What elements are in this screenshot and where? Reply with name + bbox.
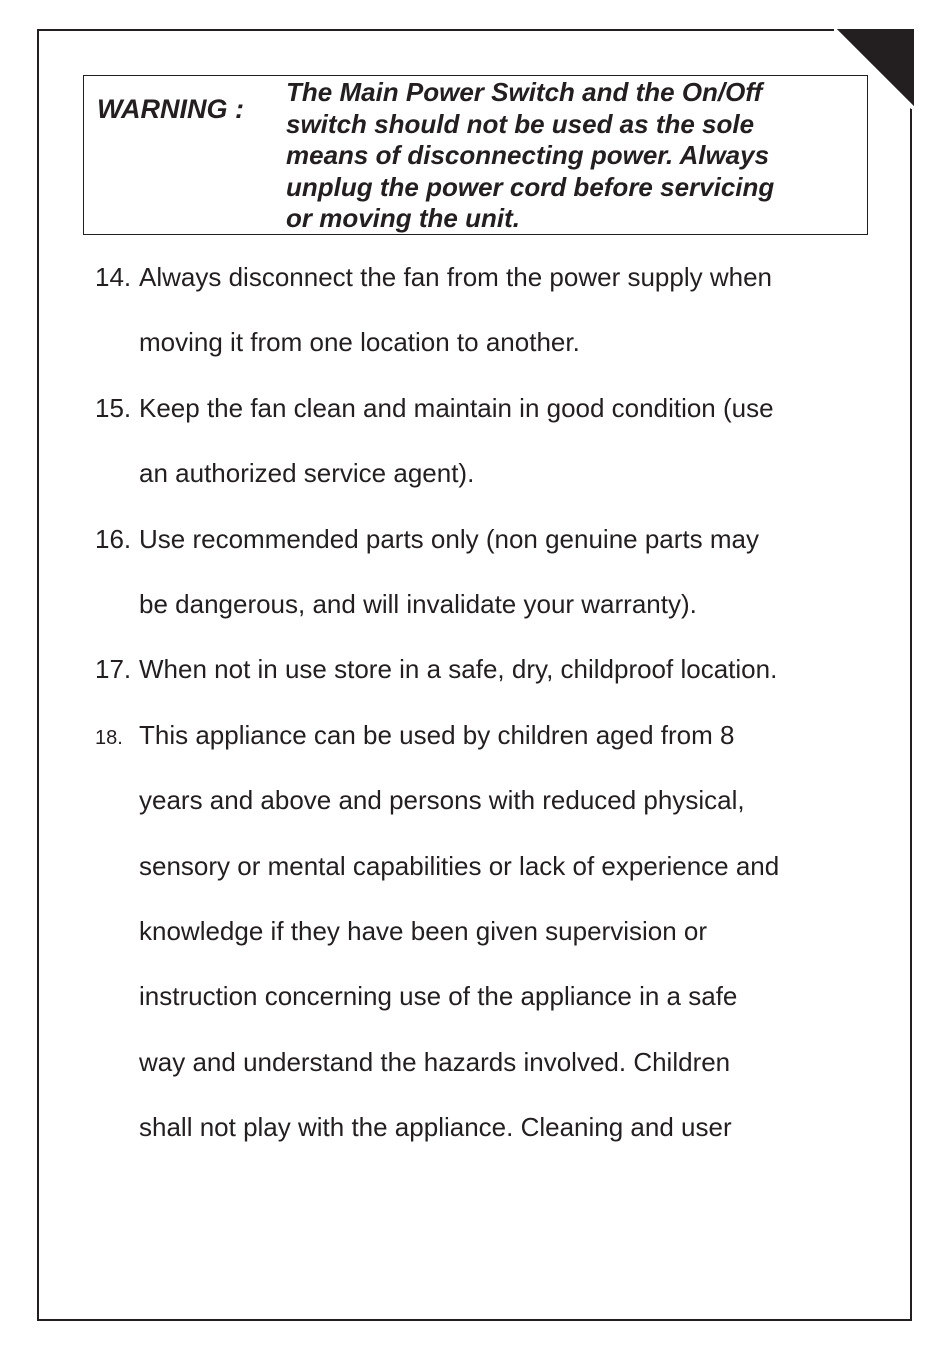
safety-instructions-list	[95, 245, 875, 1161]
warning-label: WARNING :	[97, 94, 244, 124]
warning-line: switch should not be used as the sole	[286, 108, 755, 139]
warning-box	[83, 75, 868, 235]
item-text-line: an authorized service agent).	[139, 458, 475, 489]
list-item	[95, 703, 875, 1161]
warning-line: unplug the power cord before servicing	[286, 171, 775, 202]
item-number: 18.	[95, 726, 123, 749]
item-text-line: sensory or mental capabilities or lack of experience and	[139, 850, 780, 881]
warning-line: means of disconnecting power. Always	[286, 140, 770, 170]
item-text-line: This appliance can be used by children aged from 8	[139, 719, 735, 750]
warning-text	[286, 77, 859, 235]
list-item	[95, 245, 875, 376]
item-text-line: be dangerous, and will invalidate your warranty).	[139, 589, 697, 620]
list-item	[95, 637, 875, 702]
item-text-line: When not in use store in a safe, dry, childproof location.	[139, 654, 778, 685]
item-text-line: moving it from one location to another.	[139, 327, 580, 358]
item-text-line: knowledge if they have been given supervision or	[139, 916, 708, 947]
item-text-line: years and above and persons with reduced physical,	[139, 785, 745, 816]
item-number: 17.	[95, 654, 132, 685]
list-item	[95, 507, 875, 638]
item-text-line: Keep the fan clean and maintain in good condition (use	[139, 392, 774, 423]
item-text-line: instruction concerning use of the appliance in a safe	[139, 981, 738, 1012]
list-item	[95, 376, 875, 507]
warning-line: The Main Power Switch and the On/Off	[286, 77, 763, 107]
item-number: 14.	[95, 262, 132, 292]
item-number: 15.	[95, 392, 132, 423]
item-text-line: shall not play with the appliance. Cleaning and user	[139, 1112, 732, 1143]
item-text-line: Always disconnect the fan from the power supply when	[139, 262, 773, 292]
warning-line: or moving the unit.	[286, 203, 520, 233]
item-text-line: Use recommended parts only (non genuine parts may	[139, 523, 759, 554]
item-number: 16.	[95, 523, 132, 554]
item-text-line: way and understand the hazards involved. Children	[139, 1046, 731, 1077]
